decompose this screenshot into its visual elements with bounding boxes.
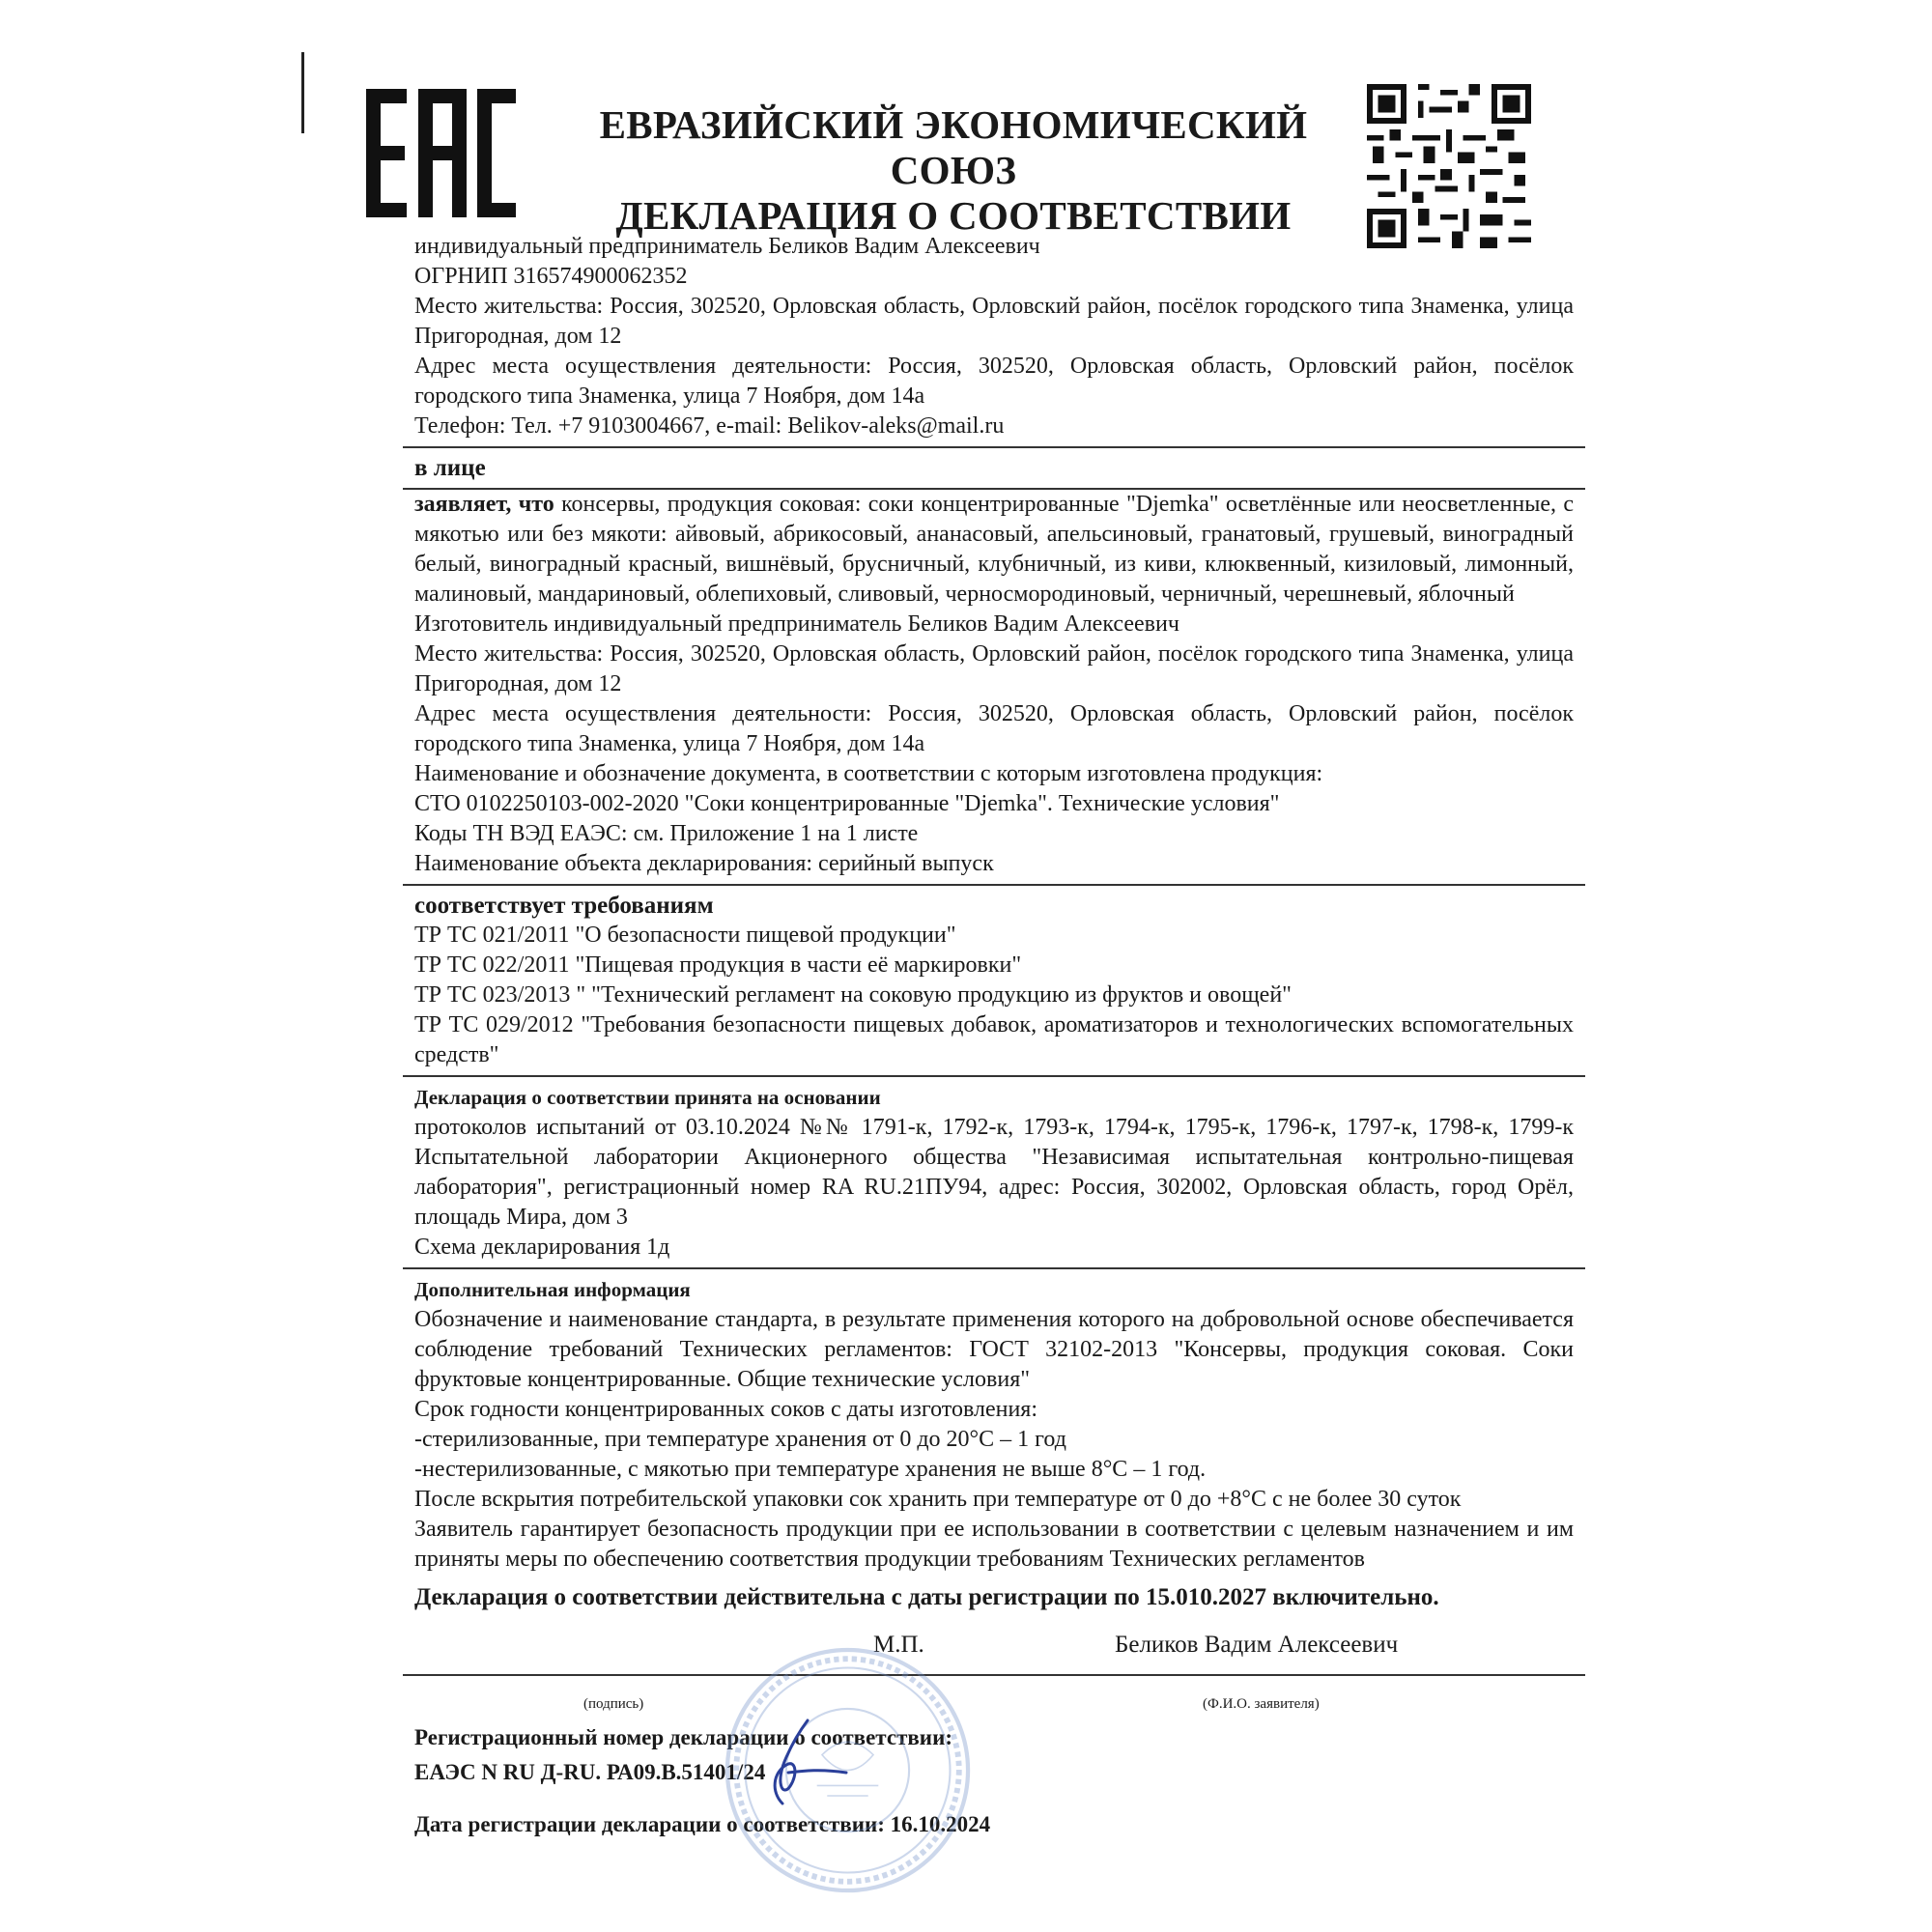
section-divider: [403, 446, 1585, 448]
basis-section: [414, 1083, 1574, 1263]
product-statement: [414, 490, 1574, 610]
basis-text: протоколов испытаний от 03.10.2024 №№ 1791-к, 1792-к, 1793-к, 1794-к, 1795-к, 1796-к, 1797-к, 1798-к, 1799-к Испытательной лаборатории Акционерного общества "Независимая испытательная контрольно-пищевая лаборатория", регистрационный номер RA RU.21ПУ94, адрес: Россия, 302002, Орловская область, город Орёл, площадь Мира, дом 3: [414, 1115, 1574, 1230]
stamp-place-label: М.П.: [873, 1632, 924, 1658]
applicant-section: [414, 232, 1574, 441]
eac-logo: [366, 89, 516, 217]
requirements-section: [414, 891, 1574, 1070]
signature-rule: [403, 1674, 1585, 1676]
section-divider: [403, 1267, 1585, 1269]
product-list: консервы, продукция соковая: соки концентрированные "Djemka" осветлённые или неосветленные, с мякотью или без мякоти: айвовый, абрикосовый, ананасовый, апельсиновый, гранатовый, грушевый, виноградный белый, виноградный красный, вишнёвый, брусничный, клубничный, из киви, клюквенный, кизиловый, лимонный, малиновый, мандариновый, облепиховый, сливовый, черносмородиновый, черничный, черешневый, яблочный: [414, 492, 1574, 607]
statement-lead: заявляет, что: [414, 492, 554, 517]
requirement-item: ТР ТС 021/2011 "О безопасности пищевой продукции": [414, 923, 956, 948]
manufacturer-activity-address: Адрес места осуществления деятельности: Россия, 302520, Орловская область, Орловский район, посёлок городского типа Знаменка, улица 7 Ноября, дом 14а: [414, 701, 1574, 756]
declaration-title: ДЕКЛАРАЦИЯ О СООТВЕТСТВИИ: [615, 193, 1292, 238]
standard-info: Обозначение и наименование стандарта, в результате применения которого на добровольной основе обеспечивается соблюдение требований Технических регламентов: ГОСТ 32102-2013 "Консервы, продукция соковая. Соки фруктовые концентрированные. Общие технические условия": [414, 1307, 1574, 1392]
union-title: ЕВРАЗИЙСКИЙ ЭКОНОМИЧЕСКИЙ СОЮЗ: [599, 102, 1308, 192]
requirement-item: ТР ТС 029/2012 "Требования безопасности пищевых добавок, ароматизаторов и технологических вспомогательных средств": [414, 1012, 1574, 1067]
registration-number: ЕАЭС N RU Д-RU. РА09.В.51401/24: [414, 1760, 766, 1784]
qr-code-icon: [1367, 84, 1531, 248]
document-reference: СТО 0102250103-002-2020 "Соки концентрированные "Djemka". Технические условия": [414, 791, 1280, 816]
signature-captions: [414, 1690, 1574, 1713]
fio-caption: (Ф.И.О. заявителя): [1203, 1696, 1320, 1712]
applicant-guarantee: Заявитель гарантирует безопасность продукции при ее использовании в соответствии с целевым назначением и им приняты меры по обеспечению соответствия продукции требованиям Технических регламентов: [414, 1517, 1574, 1572]
registration-date: Дата регистрации декларации о соответствии: 16.10.2024: [414, 1812, 991, 1836]
requirements-title: соответствует требованиям: [414, 893, 714, 919]
requirement-item: ТР ТС 022/2011 "Пищевая продукция в части её маркировки": [414, 952, 1022, 978]
applicant-name: индивидуальный предприниматель Беликов Вадим Алексеевич: [414, 234, 1040, 259]
document-intro: Наименование и обозначение документа, в соответствии с которым изготовлена продукция:: [414, 761, 1323, 786]
applicant-residence: Место жительства: Россия, 302520, Орловская область, Орловский район, посёлок городского типа Знаменка, улица Пригородная, дом 12: [414, 294, 1574, 349]
manufacturer-residence: Место жительства: Россия, 302520, Орловская область, Орловский район, посёлок городского типа Знаменка, улица Пригородная, дом 12: [414, 641, 1574, 696]
declaration-object: Наименование объекта декларирования: серийный выпуск: [414, 851, 994, 876]
additional-section: [414, 1275, 1574, 1575]
validity-statement: Декларация о соответствии действительна с даты регистрации по 15.010.2027 включительно.: [414, 1584, 1439, 1610]
shelf-life-intro: Срок годности концентрированных соков с даты изготовления:: [414, 1397, 1037, 1422]
declaration-section: [414, 490, 1574, 879]
registration-section: [414, 1720, 1574, 1839]
applicant-activity-address: Адрес места осуществления деятельности: Россия, 302520, Орловская область, Орловский район, посёлок городского типа Знаменка, улица 7 Ноября, дом 14а: [414, 354, 1574, 409]
applicant-fullname: Беликов Вадим Алексеевич: [1115, 1632, 1399, 1658]
declaration-body: [414, 232, 1574, 1839]
represented-title: в лице: [414, 455, 486, 481]
tn-ved-codes: Коды ТН ВЭД ЕАЭС: см. Приложение 1 на 1 листе: [414, 821, 919, 846]
signature-caption: (подпись): [583, 1696, 644, 1712]
requirement-item: ТР ТС 023/2013 " "Технический регламент на соковую продукцию из фруктов и овощей": [414, 982, 1292, 1008]
registration-number-label: Регистрационный номер декларации о соответствии:: [414, 1725, 952, 1749]
section-divider: [403, 1075, 1585, 1077]
applicant-ogrnip: ОГРНИП 316574900062352: [414, 264, 688, 289]
after-opening-storage: После вскрытия потребительской упаковки сок хранить при температуре от 0 до +8°С с не более 30 суток: [414, 1487, 1462, 1512]
basis-title: Декларация о соответствии принята на основании: [414, 1086, 881, 1109]
handwritten-signature-icon: [753, 1715, 860, 1811]
signature-line: [414, 1612, 1574, 1690]
shelf-life-sterilized: -стерилизованные, при температуре хранения от 0 до 20°С – 1 год: [414, 1427, 1066, 1452]
applicant-contacts: Телефон: Тел. +7 9103004667, e-mail: Belikov-aleks@mail.ru: [414, 413, 1005, 439]
manufacturer: Изготовитель индивидуальный предприниматель Беликов Вадим Алексеевич: [414, 611, 1179, 637]
additional-title: Дополнительная информация: [414, 1278, 691, 1301]
declaration-scheme: Схема декларирования 1д: [414, 1235, 670, 1260]
scan-edge-mark: [301, 52, 304, 133]
document-heading: [543, 102, 1364, 239]
section-divider: [403, 884, 1585, 886]
shelf-life-unsterilized: -нестерилизованные, с мякотью при температуре хранения не выше 8°С – 1 год.: [414, 1457, 1207, 1482]
